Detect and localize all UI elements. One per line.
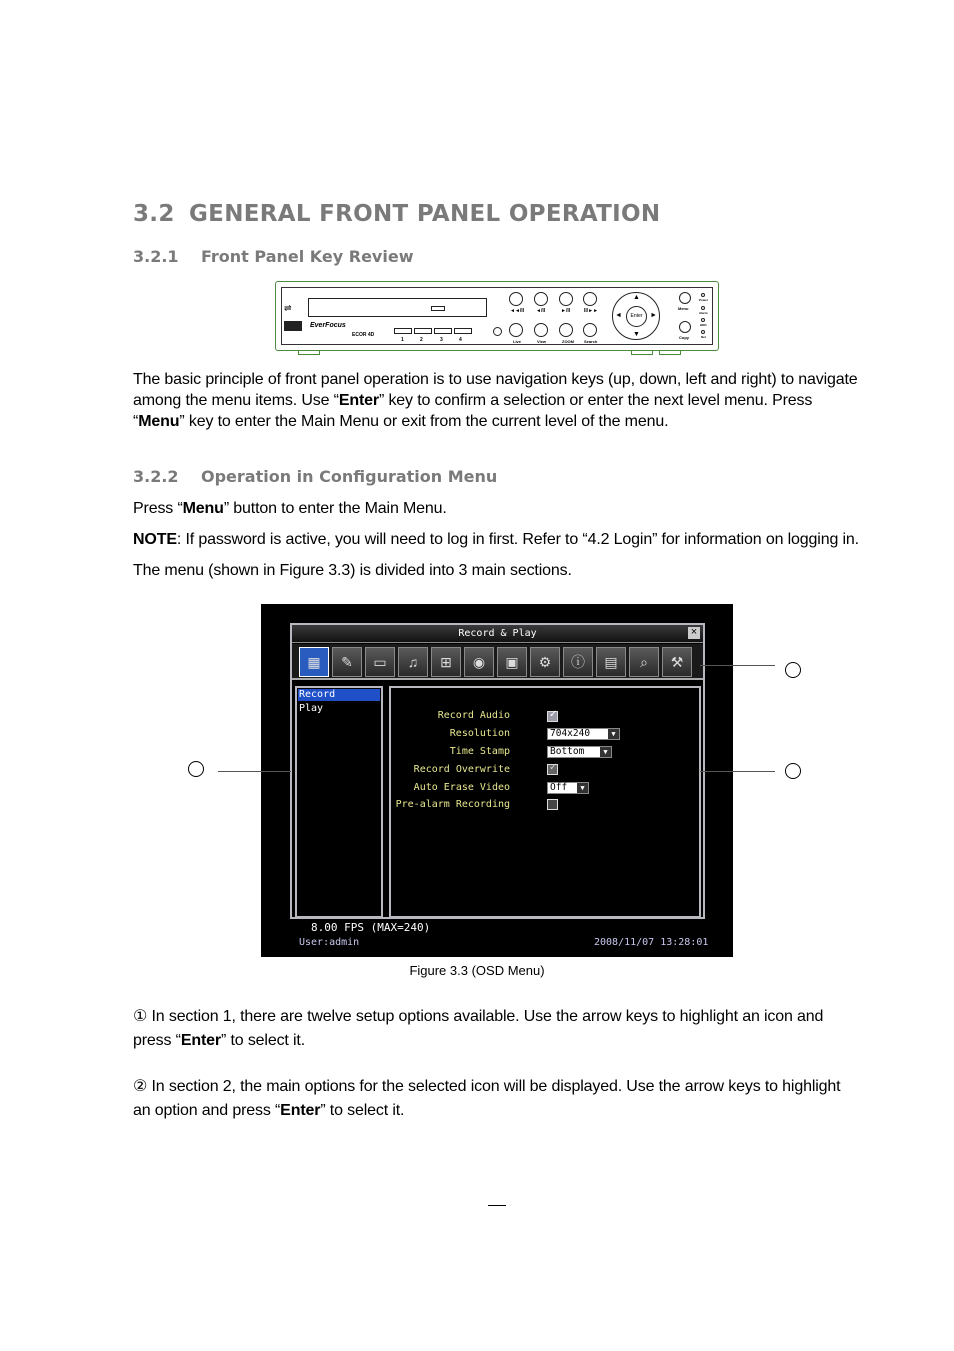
arrow-down-icon[interactable]: ▼ bbox=[633, 331, 640, 338]
time-stamp-label: Time Stamp bbox=[449, 746, 510, 757]
live-label: Live bbox=[513, 339, 522, 344]
osd-title: Record & Play bbox=[458, 628, 537, 639]
osd-window bbox=[290, 623, 705, 919]
fps-readout: 8.00 FPS (MAX=240) bbox=[311, 921, 431, 934]
item1-bold-enter: Enter bbox=[180, 1032, 222, 1049]
eject-slot bbox=[431, 306, 445, 311]
search-icon[interactable]: ⌕ bbox=[629, 647, 659, 677]
check-icon: ✓ bbox=[549, 709, 558, 720]
record-audio-checkbox[interactable] bbox=[547, 711, 558, 722]
rewind-button[interactable] bbox=[509, 292, 523, 306]
check-icon: ✓ bbox=[549, 762, 558, 773]
display-icon[interactable]: ▣ bbox=[497, 647, 527, 677]
tools-icon[interactable]: ⚒ bbox=[662, 647, 692, 677]
navigation-ring[interactable] bbox=[612, 292, 660, 340]
section-2-paragraph bbox=[133, 1075, 861, 1123]
record-overwrite-label: Record Overwrite bbox=[413, 764, 510, 775]
marker-2: ② bbox=[133, 1078, 148, 1095]
callout-section-1 bbox=[785, 662, 801, 678]
live-button[interactable] bbox=[509, 323, 523, 337]
record-overwrite-checkbox[interactable] bbox=[547, 764, 558, 775]
disc-tray bbox=[308, 298, 487, 317]
view-button[interactable] bbox=[534, 323, 548, 337]
callout-section-3 bbox=[785, 763, 801, 779]
datetime-readout: 2008/11/07 13:28:01 bbox=[594, 937, 709, 948]
resolution-value: 704x240 bbox=[550, 728, 591, 739]
brand-logo: EverFocus bbox=[310, 322, 346, 329]
record-audio-label: Record Audio bbox=[437, 710, 510, 721]
item2-text-2: ” to select it. bbox=[320, 1102, 405, 1119]
figure-caption: Figure 3.3 (OSD Menu) bbox=[409, 963, 545, 978]
resolution-label: Resolution bbox=[449, 728, 510, 739]
intro-paragraph bbox=[133, 369, 861, 432]
channel-3-label: 3 bbox=[440, 337, 443, 343]
note-line bbox=[133, 531, 859, 549]
power-led bbox=[701, 293, 705, 297]
callout-line-1 bbox=[700, 665, 775, 666]
usb-icon: ⇌ bbox=[284, 303, 292, 313]
step-back-label: ◄/II bbox=[536, 308, 546, 314]
channel-1-button[interactable] bbox=[394, 328, 412, 334]
network-icon[interactable]: ⊞ bbox=[431, 647, 461, 677]
play-pause-button[interactable] bbox=[559, 292, 573, 306]
step-back-button[interactable] bbox=[534, 292, 548, 306]
ir-sensor bbox=[493, 327, 502, 336]
channel-3-button[interactable] bbox=[434, 328, 452, 334]
item2-bold-enter: Enter bbox=[280, 1102, 321, 1119]
pre-alarm-label: Pre-alarm Recording bbox=[395, 799, 510, 810]
para1-bold-menu: Menu bbox=[138, 413, 180, 430]
arrow-left-icon[interactable]: ◄ bbox=[615, 312, 622, 319]
subsection-heading-2 bbox=[133, 467, 497, 486]
zoom-label: ZOOM bbox=[562, 339, 574, 344]
disc-icon[interactable]: ◉ bbox=[464, 647, 494, 677]
osd-menu-screenshot bbox=[261, 604, 733, 957]
power-led-label: Power bbox=[699, 298, 709, 302]
play-pause-label: ►/II bbox=[561, 308, 571, 314]
note-text: : If password is active, you will need to log in first. Refer to “4.2 Login” for information on logging in. bbox=[176, 531, 859, 548]
menu-label: Menu bbox=[678, 306, 689, 311]
tree-item-play[interactable]: Play bbox=[299, 703, 324, 714]
search-label: Search bbox=[584, 339, 598, 344]
alarm-icon[interactable]: ♫ bbox=[398, 647, 428, 677]
net-led bbox=[701, 330, 705, 334]
channel-2-label: 2 bbox=[420, 337, 423, 343]
alarm-led bbox=[701, 306, 705, 310]
osd-close-icon[interactable]: × bbox=[688, 627, 700, 639]
record-play-icon[interactable]: ▦ bbox=[299, 647, 329, 677]
osd-title-bar bbox=[292, 625, 703, 643]
chevron-down-icon[interactable]: ▼ bbox=[577, 783, 588, 793]
time-stamp-value: Bottom bbox=[550, 746, 585, 757]
channel-4-label: 4 bbox=[459, 337, 462, 343]
channel-2-button[interactable] bbox=[414, 328, 432, 334]
section-1-paragraph bbox=[133, 1005, 861, 1053]
subsection-title: Front Panel Key Review bbox=[201, 247, 414, 266]
chevron-down-icon[interactable]: ▼ bbox=[608, 729, 619, 739]
press-bold-menu: Menu bbox=[182, 500, 224, 517]
model-label: ECOR 4D bbox=[352, 332, 375, 338]
view-label: View bbox=[537, 339, 547, 344]
item1-text-2: ” to select it. bbox=[221, 1032, 306, 1049]
pre-alarm-checkbox[interactable] bbox=[547, 799, 558, 810]
user-readout: User:admin bbox=[299, 937, 360, 948]
section-heading bbox=[133, 201, 660, 227]
front-panel-diagram bbox=[275, 281, 719, 351]
front-panel-body bbox=[281, 287, 713, 345]
subsection-heading-1 bbox=[133, 247, 413, 266]
enter-button[interactable]: Enter bbox=[626, 306, 647, 327]
copy-label: Copy bbox=[679, 335, 689, 340]
arrow-up-icon[interactable]: ▲ bbox=[633, 294, 640, 301]
arrow-right-icon[interactable]: ► bbox=[650, 312, 657, 319]
page-number bbox=[488, 1205, 506, 1206]
auto-erase-select[interactable] bbox=[547, 782, 589, 794]
search-button[interactable] bbox=[583, 323, 597, 337]
hdd-led bbox=[701, 318, 705, 322]
hdd-led-label: HDD bbox=[700, 323, 707, 327]
schedule-icon[interactable]: ✎ bbox=[332, 647, 362, 677]
note-label: NOTE bbox=[133, 531, 177, 548]
fast-forward-label: II/►► bbox=[584, 308, 599, 314]
callout-line-2 bbox=[218, 771, 291, 772]
item1-text-1: In section 1, there are twelve setup options available. Use the arrow keys to highlight an icon and press “ bbox=[133, 1008, 824, 1049]
time-stamp-select[interactable] bbox=[547, 746, 612, 758]
rewind-label: ◄◄/II bbox=[510, 308, 525, 314]
subsection-number: 3.2.1 bbox=[133, 247, 179, 266]
foot-middle bbox=[631, 350, 653, 355]
copy-button[interactable] bbox=[679, 321, 691, 333]
zoom-button[interactable] bbox=[559, 323, 573, 337]
log-icon[interactable]: ▤ bbox=[596, 647, 626, 677]
section-number: 3.2 bbox=[133, 201, 175, 227]
press-text-2: ” button to enter the Main Menu. bbox=[223, 500, 447, 517]
subsection-title: Operation in Configuration Menu bbox=[201, 467, 498, 486]
tree-item-record: Record bbox=[299, 689, 336, 700]
info-icon[interactable]: ⓘ bbox=[563, 647, 593, 677]
tree-item-selected[interactable] bbox=[298, 689, 380, 701]
section-title: GENERAL FRONT PANEL OPERATION bbox=[189, 201, 661, 227]
channel-buttons bbox=[394, 328, 472, 334]
fast-forward-button[interactable] bbox=[583, 292, 597, 306]
para1-bold-enter: Enter bbox=[338, 392, 379, 409]
press-menu-line bbox=[133, 500, 447, 518]
menu-sections-line: The menu (shown in Figure 3.3) is divided into 3 main sections. bbox=[133, 562, 572, 579]
para1-text-2: ” key to confirm a selection or enter the next level menu. Press “ bbox=[133, 392, 813, 430]
subsection-number: 3.2.2 bbox=[133, 467, 179, 486]
callout-section-2 bbox=[188, 761, 204, 777]
para1-text-3: ” key to enter the Main Menu or exit from the current level of the menu. bbox=[179, 413, 669, 430]
gear-icon[interactable]: ⚙ bbox=[530, 647, 560, 677]
camera-icon[interactable]: ▭ bbox=[365, 647, 395, 677]
resolution-select[interactable] bbox=[547, 728, 620, 740]
callout-line-3 bbox=[700, 771, 775, 772]
alarm-led-label: Alarm bbox=[699, 311, 708, 315]
item2-text-1: In section 2, the main options for the selected icon will be displayed. Use the arrow keys to highlight an option and press “ bbox=[133, 1078, 841, 1119]
osd-tree-panel bbox=[295, 686, 383, 918]
chevron-down-icon[interactable]: ▼ bbox=[600, 747, 611, 757]
foot-right bbox=[659, 350, 681, 355]
marker-1: ① bbox=[133, 1008, 148, 1025]
foot-left bbox=[298, 350, 320, 355]
net-led-label: Net bbox=[701, 335, 706, 339]
para1-text-1: The basic principle of front panel operation is to use navigation keys (up, down, left and right) to navigate among the menu items. Use “ bbox=[133, 371, 858, 409]
channel-4-button[interactable] bbox=[454, 328, 472, 334]
usb-port bbox=[284, 321, 302, 331]
press-text-1: Press “ bbox=[133, 500, 183, 517]
auto-erase-value: Off bbox=[550, 782, 568, 793]
auto-erase-label: Auto Erase Video bbox=[413, 782, 510, 793]
channel-1-label: 1 bbox=[401, 337, 404, 343]
menu-button[interactable] bbox=[679, 292, 691, 304]
